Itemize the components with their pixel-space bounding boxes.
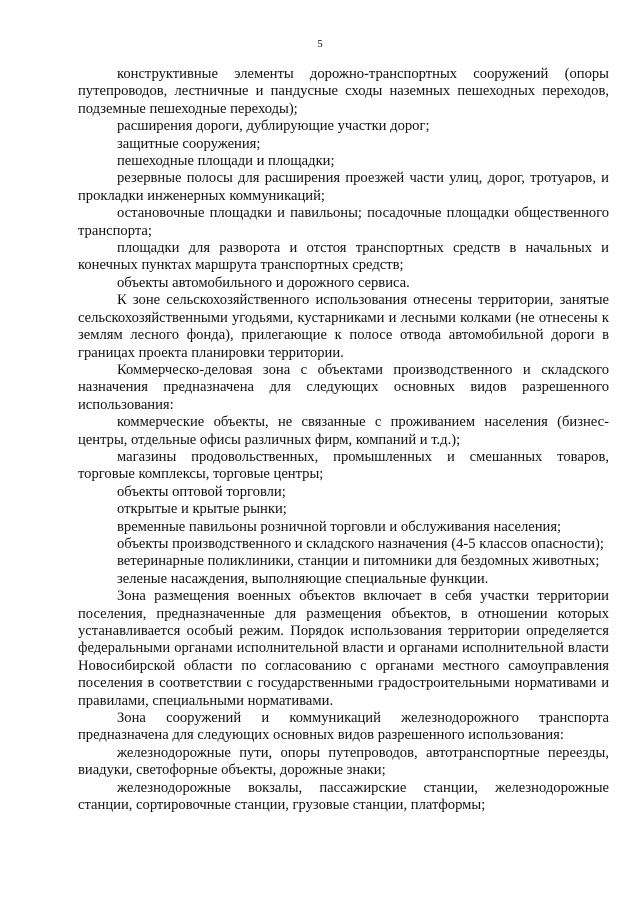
paragraph: резервные полосы для расширения проезжей части улиц, дорог, тротуаров, и прокладки инженерных коммуникаций; [78,170,609,204]
paragraph: расширения дороги, дублирующие участки дорог; [117,118,430,135]
paragraph: магазины продовольственных, промышленных и смешанных товаров, торговые комплексы, торговые центры; [78,448,609,483]
paragraph: объекты оптовой торговли; [117,483,286,500]
paragraph: железнодорожные вокзалы, пассажирские станции, железнодорожные станции, сортировочные станции, грузовые станции, платформы; [78,779,609,814]
paragraph: конструктивные элементы дорожно-транспортных сооружений (опоры путепроводов, лестничные и пандусные сходы наземных пешеходных переходов, подземные пешеходные переходы); [78,66,609,117]
paragraph: Зона сооружений и коммуникаций железнодорожного транспорта предназначена для следующих основных видов разрешенного использования: [78,710,609,744]
paragraph: открытые и крытые рынки; [117,501,287,518]
paragraph: Коммерческо-деловая зона с объектами производственного и складского назначения предназначена для следующих основных видов разрешенного использования: [78,361,609,413]
paragraph: железнодорожные пути, опоры путепроводов, автотранспортные переезды, виадуки, светофорные объекты, дорожные знаки; [78,744,609,779]
paragraph: Зона размещения военных объектов включает в себя участки территории поселения, предназначенные для размещения объектов, в отношении которых устанавливается особый режим. Порядок использования территории определяется федеральными органами исполнительной власти и органами исполнительной власти Новосибирской области по согласованию с органами местного самоуправления поселения в соответствии с государственными градостроительными нормативами и правилами, специальными нормативами. [78,588,609,709]
page-number: 5 [317,38,323,50]
paragraph: временные павильоны розничной торговли и обслуживания населения; [117,518,562,535]
paragraph: пешеходные площади и площадки; [117,153,335,170]
paragraph: площадки для разворота и отстоя транспортных средств в начальных и конечных пунктах маршрута транспортных средств; [78,240,609,274]
document-body [78,66,609,814]
paragraph: объекты автомобильного и дорожного сервиса. [117,274,410,291]
paragraph: К зоне сельскохозяйственного использования отнесены территории, занятые сельскохозяйственными угодьями, кустарниками и лесными колками (не отнесены к землям лесного фонда), прилегающие к полосе отвода автомобильной дороги в границах проекта планировки территории. [78,292,609,361]
paragraph: зеленые насаждения, выполняющие специальные функции. [117,570,489,587]
paragraph: защитные сооружения; [117,135,261,152]
paragraph: коммерческие объекты, не связанные с проживанием населения (бизнес-центры, отдельные офисы различных фирм, компаний и т.д.); [78,414,609,448]
paragraph: ветеринарные поликлиники, станции и питомники для бездомных животных; [117,553,600,570]
paragraph: объекты производственного и складского назначения (4-5 классов опасности); [117,535,604,552]
paragraph: остановочные площадки и павильоны; посадочные площадки общественного транспорта; [78,205,609,239]
